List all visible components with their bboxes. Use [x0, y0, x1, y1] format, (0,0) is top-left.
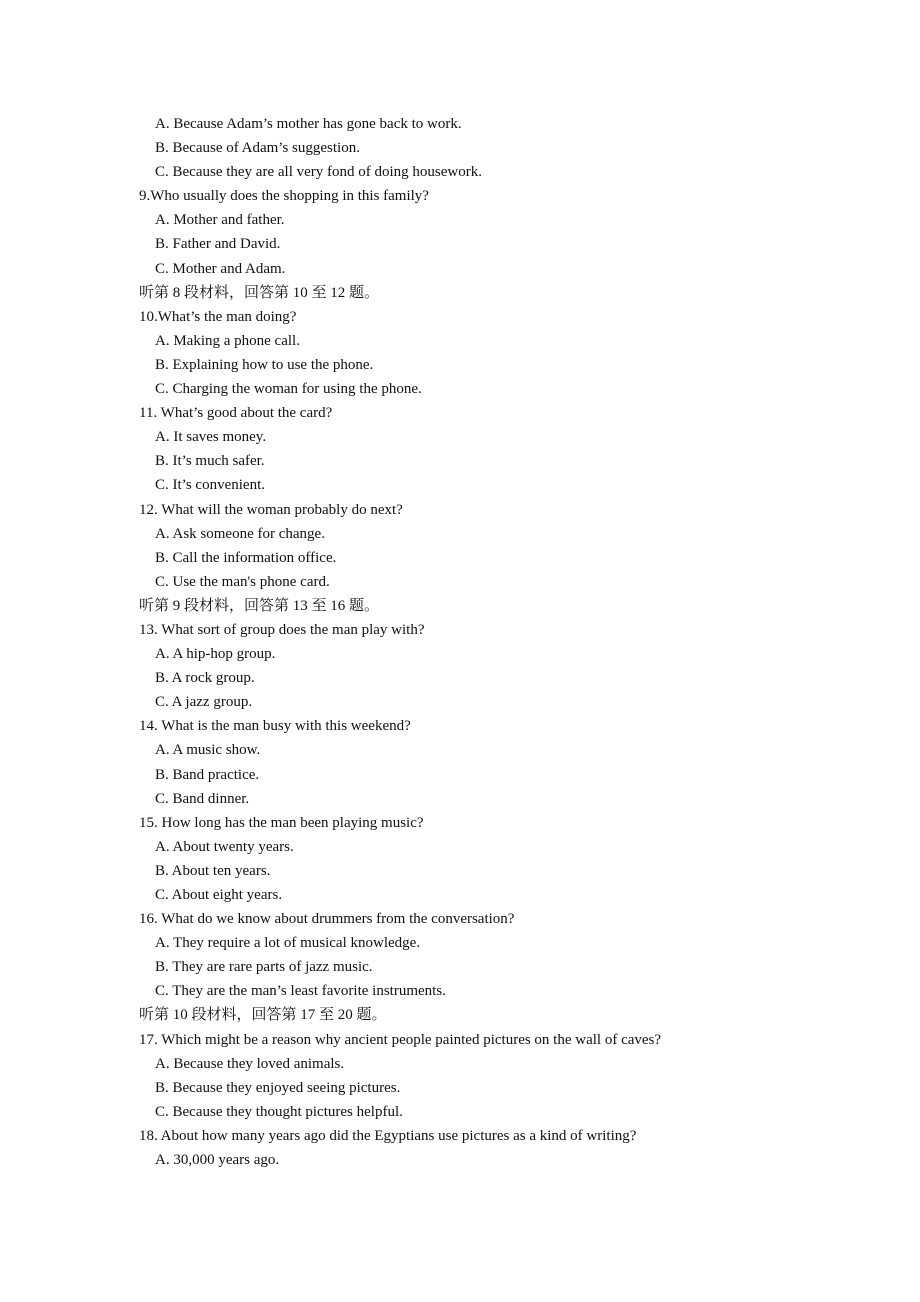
option-line: C. Because they are all very fond of doing housework.: [155, 164, 482, 181]
option-line: A. A music show.: [155, 742, 261, 759]
option-line: B. Explaining how to use the phone.: [155, 356, 374, 373]
option-line: A. A hip-hop group.: [155, 646, 276, 663]
question-line: 18. About how many years ago did the Egyptians use pictures as a kind of writing?: [139, 1127, 637, 1144]
option-line: B. They are rare parts of jazz music.: [155, 959, 373, 976]
option-line: B. It’s much safer.: [155, 453, 265, 470]
option-line: C. Band dinner.: [155, 790, 250, 807]
question-line: 13. What sort of group does the man play with?: [139, 621, 425, 638]
option-line: B. Because they enjoyed seeing pictures.: [155, 1079, 401, 1096]
option-line: B. Call the information office.: [155, 549, 337, 566]
option-line: B. About ten years.: [155, 862, 271, 879]
option-line: A. Making a phone call.: [155, 332, 300, 349]
option-line: C. A jazz group.: [155, 694, 253, 711]
question-line: 15. How long has the man been playing music?: [139, 814, 424, 831]
question-line: 14. What is the man busy with this weekend?: [139, 718, 411, 735]
question-line: 9.Who usually does the shopping in this family?: [139, 188, 429, 205]
option-line: A. 30,000 years ago.: [155, 1152, 280, 1169]
option-line: A. Mother and father.: [155, 212, 285, 229]
option-line: B. A rock group.: [155, 670, 255, 687]
question-line: 10.What’s the man doing?: [139, 308, 297, 325]
section-instruction: 听第 10 段材料，回答第 17 至 20 题。: [139, 1007, 387, 1024]
section-instruction: 听第 8 段材料，回答第 10 至 12 题。: [139, 284, 380, 301]
option-line: C. Use the man's phone card.: [155, 573, 330, 590]
document-page: [0, 112, 920, 1172]
option-line: A. It saves money.: [155, 429, 267, 446]
option-line: C. Mother and Adam.: [155, 260, 286, 277]
option-line: C. Charging the woman for using the phone.: [155, 381, 422, 398]
option-line: A. Because they loved animals.: [155, 1055, 345, 1072]
option-line: C. They are the man’s least favorite instruments.: [155, 983, 446, 1000]
option-line: A. Because Adam’s mother has gone back to work.: [155, 116, 462, 132]
option-line: B. Band practice.: [155, 766, 260, 783]
option-line: B. Father and David.: [155, 236, 281, 253]
question-line: 17. Which might be a reason why ancient people painted pictures on the wall of caves?: [139, 1031, 662, 1048]
option-line: A. About twenty years.: [155, 838, 294, 855]
option-line: B. Because of Adam’s suggestion.: [155, 140, 360, 157]
section-instruction: 听第 9 段材料，回答第 13 至 16 题。: [139, 597, 380, 614]
option-line: C. About eight years.: [155, 887, 283, 903]
option-line: A. They require a lot of musical knowledge.: [155, 935, 421, 952]
option-line: C. Because they thought pictures helpful.: [155, 1103, 403, 1120]
option-line: C. It’s convenient.: [155, 477, 265, 494]
question-line: 12. What will the woman probably do next?: [139, 501, 403, 518]
option-line: A. Ask someone for change.: [155, 525, 325, 542]
question-line: 16. What do we know about drummers from the conversation?: [139, 911, 515, 928]
question-line: 11. What’s good about the card?: [139, 405, 333, 422]
